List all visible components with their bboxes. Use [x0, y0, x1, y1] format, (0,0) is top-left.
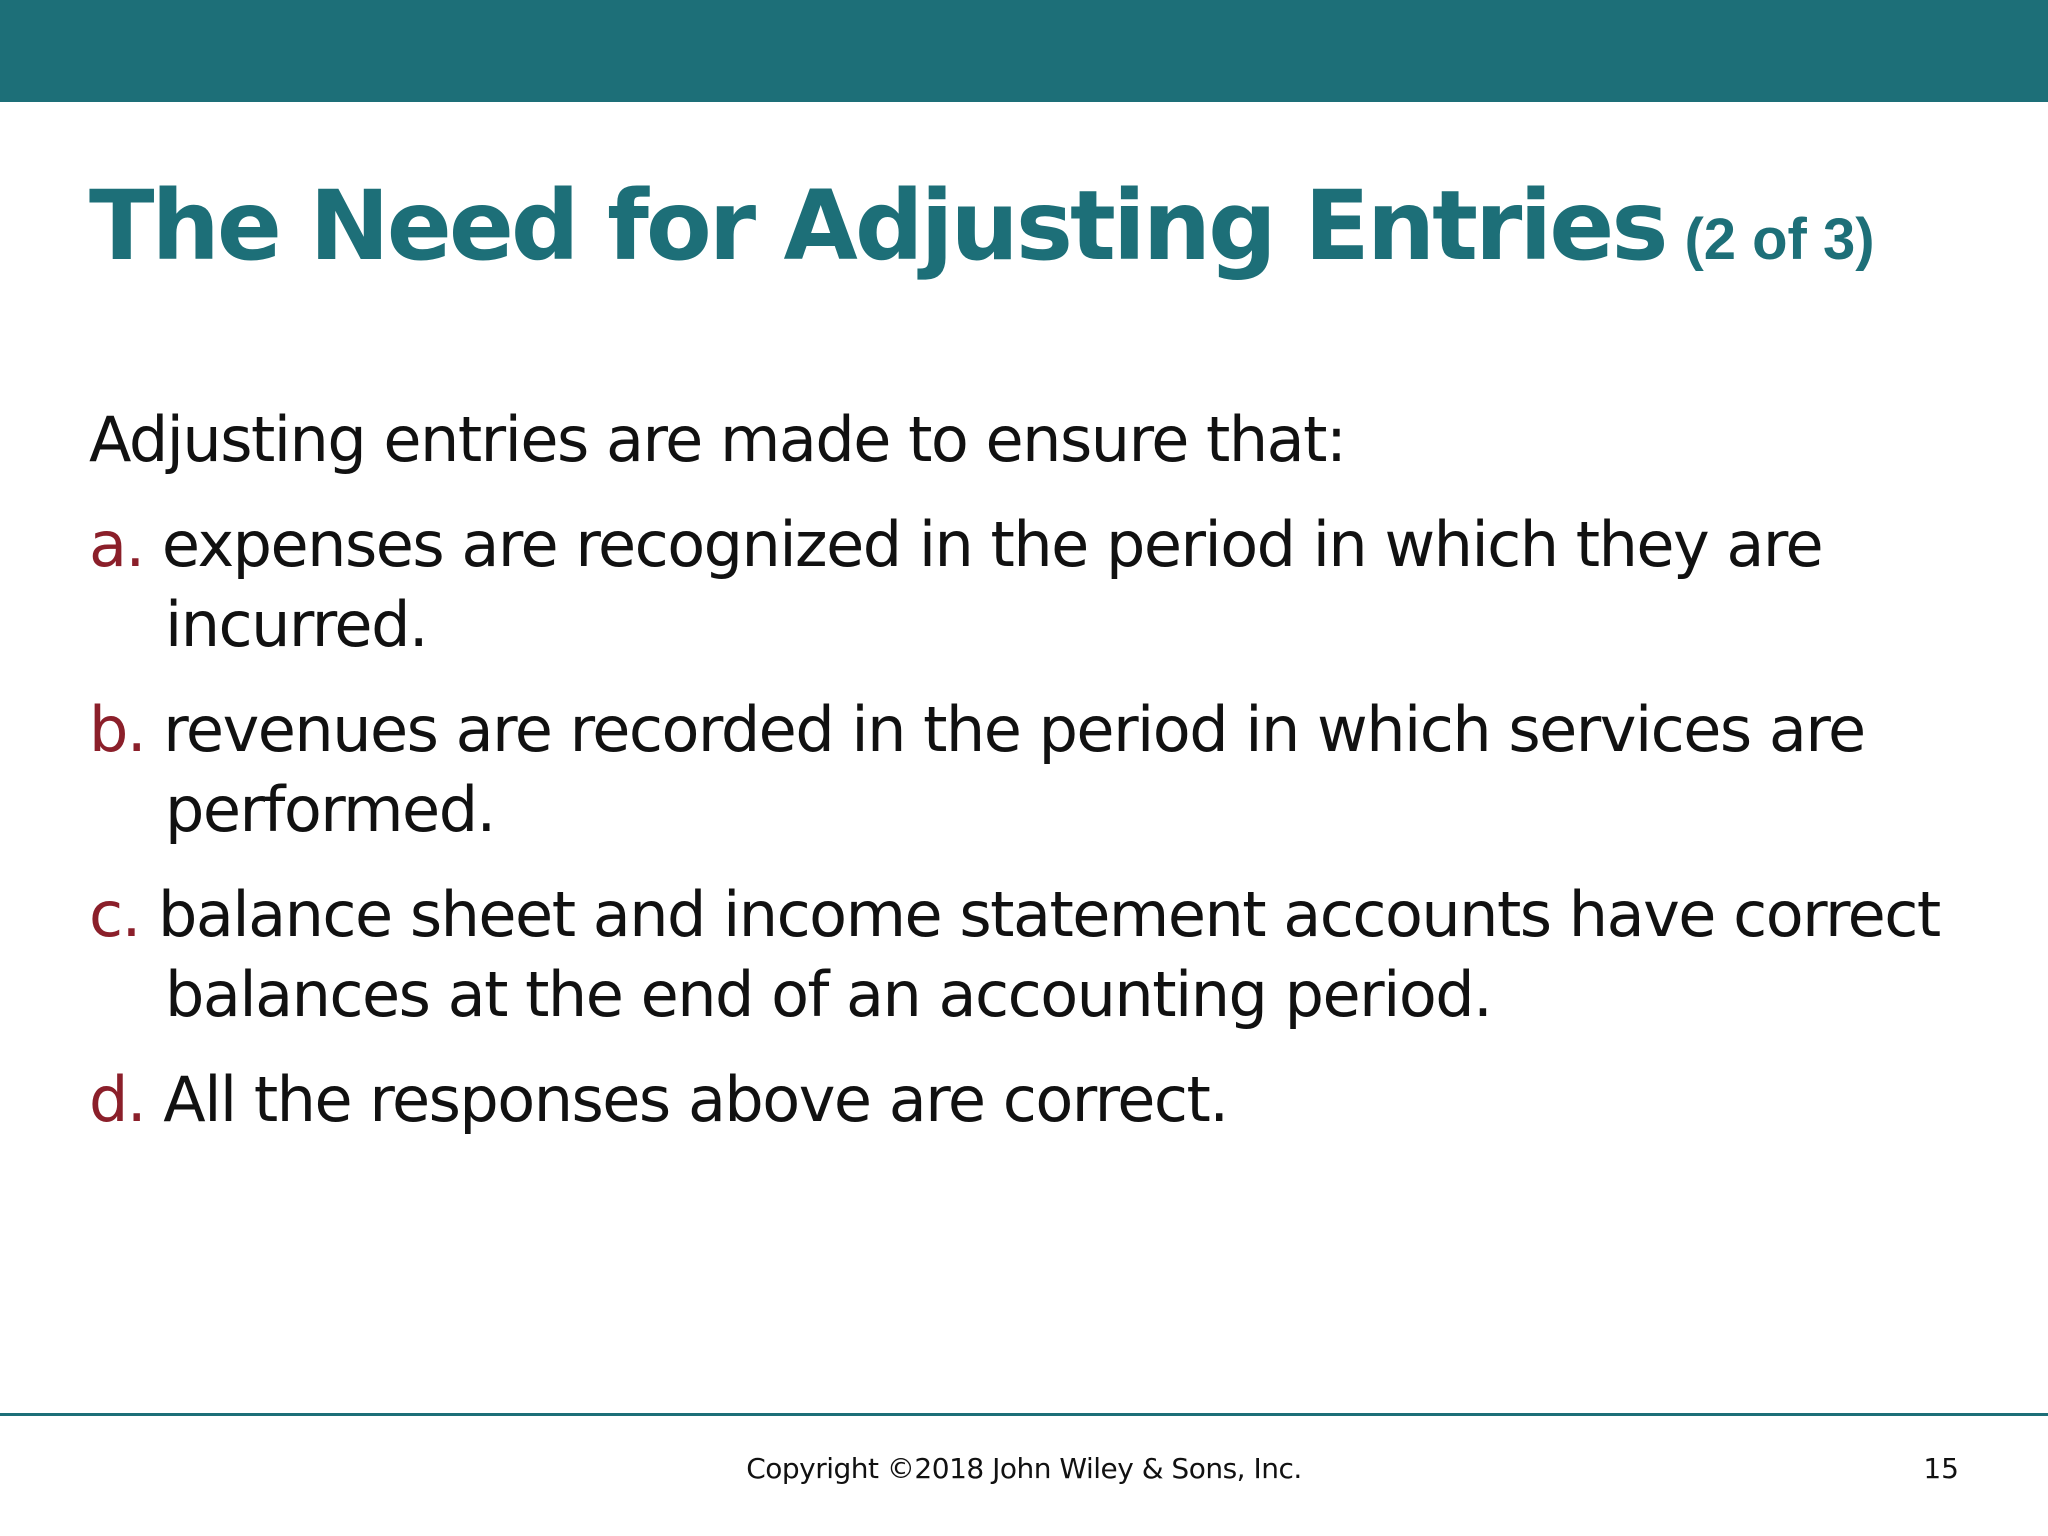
- copyright-text: Copyright ©2018 John Wiley & Sons, Inc.: [746, 1452, 1302, 1485]
- slide-body: [89, 400, 1989, 1165]
- option-a: [89, 505, 1989, 665]
- option-d: [89, 1060, 1989, 1140]
- option-letter-d: d.: [89, 1063, 146, 1136]
- page-number: 15: [1923, 1452, 1959, 1485]
- slide-title: [89, 170, 1875, 282]
- option-b: [89, 690, 1989, 850]
- intro-text: Adjusting entries are made to ensure that:: [89, 403, 1346, 476]
- slide-title-suffix: (2 of 3): [1684, 207, 1875, 272]
- option-text-b: revenues are recorded in the period in which services are performed.: [163, 693, 1865, 846]
- option-letter-c: c.: [89, 878, 140, 951]
- footer-divider: [0, 1413, 2048, 1416]
- header-band: [0, 0, 2048, 102]
- option-letter-b: b.: [89, 693, 146, 766]
- option-text-a: expenses are recognized in the period in which they are incurred.: [161, 508, 1823, 661]
- option-text-d: All the responses above are correct.: [163, 1063, 1228, 1136]
- option-c: [89, 875, 1989, 1035]
- option-text-c: balance sheet and income statement accounts have correct balances at the end of an accounting period.: [158, 878, 1940, 1031]
- option-letter-a: a.: [89, 508, 144, 581]
- slide-title-main: The Need for Adjusting Entries: [89, 170, 1666, 282]
